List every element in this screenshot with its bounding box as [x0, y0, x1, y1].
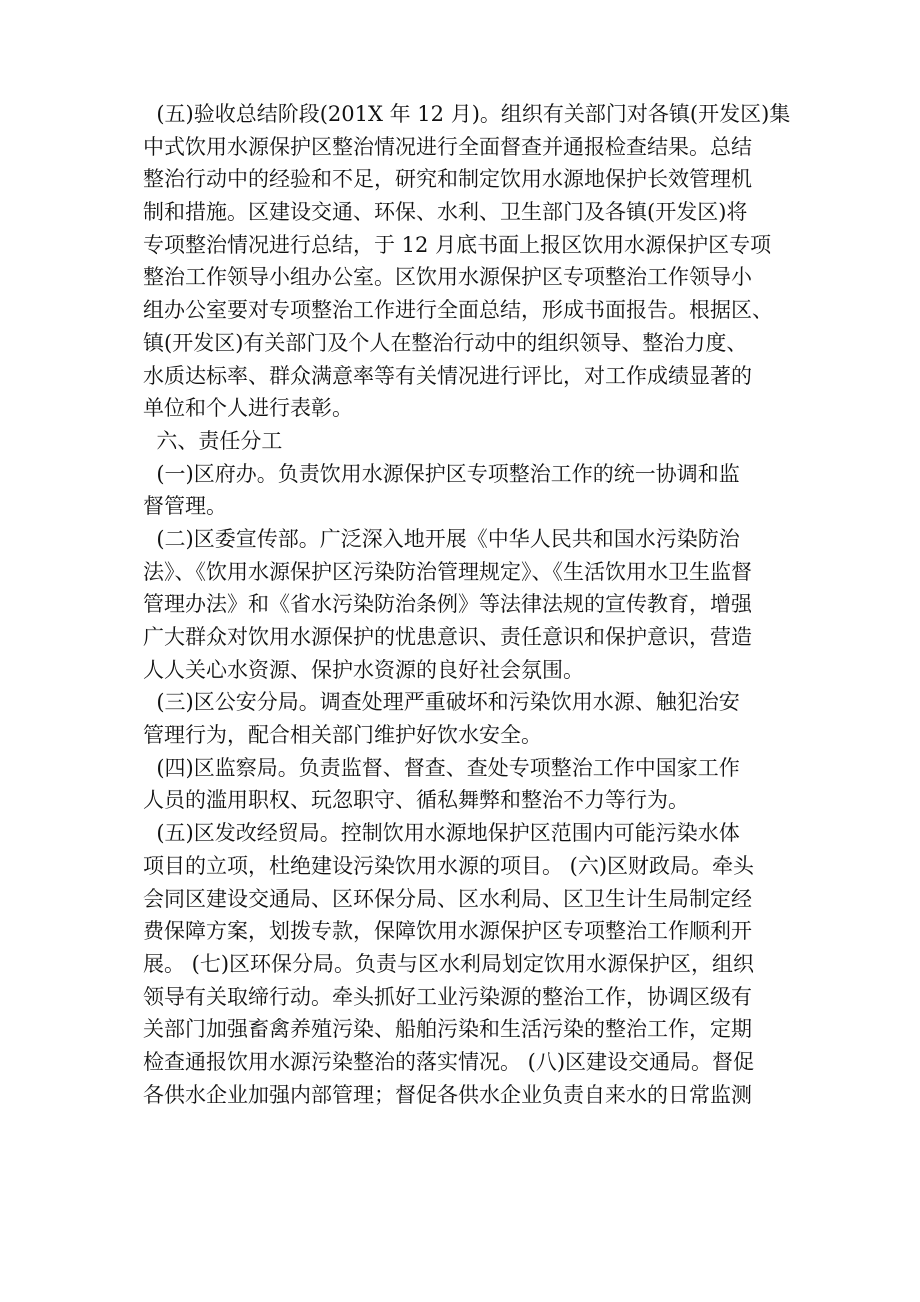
text-line: (五)区发改经贸局。控制饮用水源地保护区范围内可能污染水体 [143, 821, 740, 846]
text-line: 法》、《饮用水源保护区污染防治管理规定》、《生活饮用水卫生监督 [143, 559, 752, 584]
text-line: 制和措施。区建设交通、环保、水利、卫生部门及各镇(开发区)将 [143, 200, 748, 225]
text-line: 会同区建设交通局、区环保分局、区水利局、区卫生计生局制定经 [143, 886, 752, 911]
text-line: 展。 (七)区环保分局。负责与区水利局划定饮用水源保护区，组织 [143, 951, 755, 976]
text-line: 水质达标率、群众满意率等有关情况进行评比，对工作成绩显著的 [143, 363, 752, 388]
text-line: (四)区监察局。负责监督、督查、查处专项整治工作中国家工作 [143, 755, 740, 780]
text-line: 检查通报饮用水源污染整治的落实情况。 (八)区建设交通局。督促 [143, 1049, 755, 1074]
text-line: 费保障方案，划拨专款，保障饮用水源保护区专项整治工作顺利开 [143, 919, 752, 944]
text-line: 镇(开发区)有关部门及个人在整治行动中的组织领导、整治力度、 [143, 330, 748, 355]
text-line: 人员的滥用职权、玩忽职守、循私舞弊和整治不力等行为。 [143, 788, 689, 813]
text-line: 单位和个人进行表彰。 [143, 396, 353, 421]
text-line: 整治行动中的经验和不足，研究和制定饮用水源地保护长效管理机 [143, 167, 752, 192]
text-line: 专项整治情况进行总结，于 12 月底书面上报区饮用水源保护区专项 [143, 232, 772, 257]
text-line: 项目的立项，杜绝建设污染饮用水源的项目。 (六)区财政局。牵头 [143, 853, 755, 878]
text-line: 督管理。 [143, 494, 227, 519]
text-line: (三)区公安分局。调查处理严重破坏和污染饮用水源、触犯治安 [143, 690, 740, 715]
text-line: 关部门加强畜禽养殖污染、船舶污染和生活污染的整治工作，定期 [143, 1017, 752, 1042]
document-body [143, 98, 791, 1111]
text-line: (五)验收总结阶段(201X 年 12 月)。组织有关部门对各镇(开发区)集 [143, 102, 791, 126]
text-line: 组办公室要对专项整治工作进行全面总结，形成书面报告。根据区、 [143, 298, 773, 323]
text-line: 领导有关取缔行动。牵头抓好工业污染源的整治工作，协调区级有 [143, 984, 752, 1009]
text-line: (一)区府办。负责饮用水源保护区专项整治工作的统一协调和监 [143, 461, 740, 486]
text-line: 人人关心水资源、保护水资源的良好社会氛围。 [143, 657, 584, 682]
text-line: 管理行为，配合相关部门维护好饮水安全。 [143, 723, 542, 748]
section-heading: 六、责任分工 [143, 428, 283, 453]
text-line: 广大群众对饮用水源保护的忧患意识、责任意识和保护意识，营造 [143, 625, 752, 649]
text-line: 各供水企业加强内部管理；督促各供水企业负责自来水的日常监测 [143, 1082, 752, 1107]
text-line: 管理办法》和《省水污染防治条例》等法律法规的宣传教育，增强 [143, 592, 752, 617]
text-line: (二)区委宣传部。广泛深入地开展《中华人民共和国水污染防治 [143, 526, 740, 551]
text-line: 中式饮用水源保护区整治情况进行全面督查并通报检查结果。总结 [143, 134, 752, 159]
text-line: 整治工作领导小组办公室。区饮用水源保护区专项整治工作领导小 [143, 265, 752, 290]
